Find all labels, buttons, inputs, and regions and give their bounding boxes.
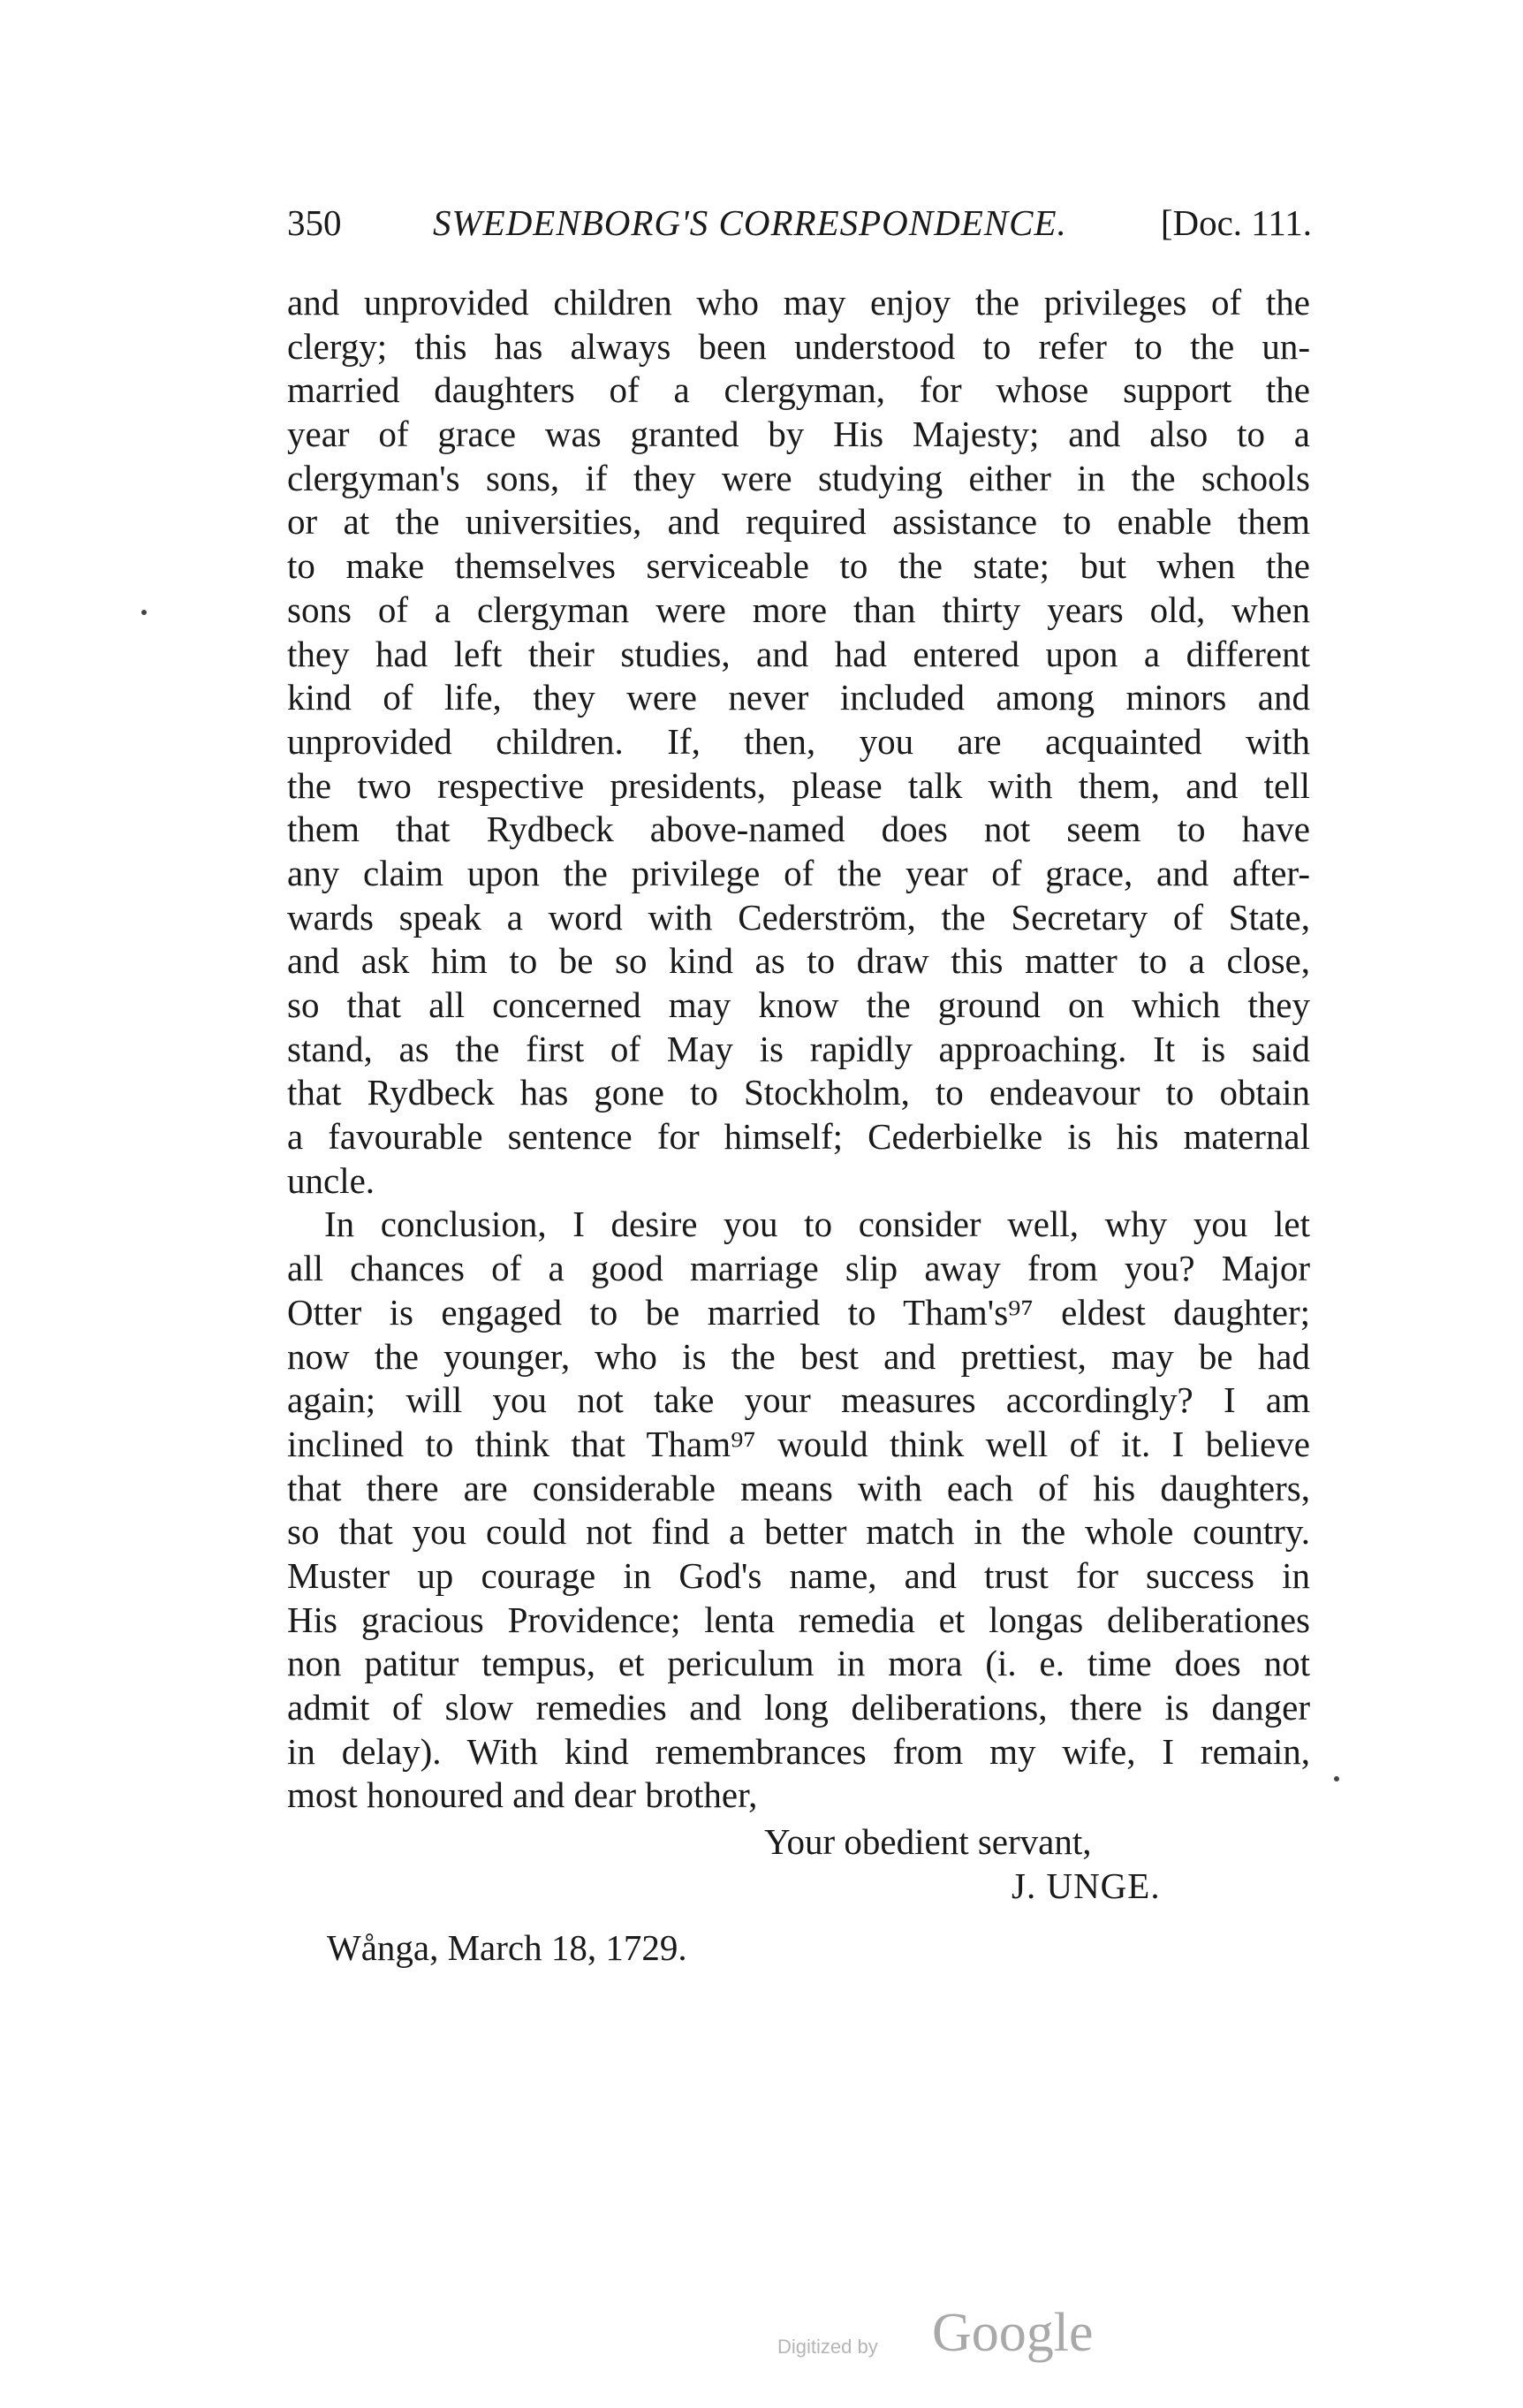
body-line: so that you could not find a better match in the whole country. — [287, 1511, 1310, 1553]
body-line: kind of life, they were never included among minors and — [287, 677, 1310, 718]
dateline: Wånga, March 18, 1729. — [327, 1927, 687, 1968]
body-line: that there are considerable means with each of his daughters, — [287, 1467, 1310, 1508]
body-line: stand, as the first of May is rapidly approaching. It is said — [287, 1028, 1310, 1069]
body-line: to make themselves serviceable to the state; but when the — [287, 545, 1310, 587]
body-line: clergy; this has always been understood to refer to the un- — [287, 325, 1310, 367]
digitization-watermark — [777, 2302, 1131, 2364]
body-line: admit of slow remedies and long deliberations, there is danger — [287, 1687, 1310, 1728]
body-line: that Rydbeck has gone to Stockholm, to endeavour to obtain — [287, 1072, 1310, 1113]
google-logo: Google — [932, 2303, 1094, 2363]
body-line: or at the universities, and required assistance to enable them — [287, 501, 1310, 543]
letter-body — [287, 281, 1310, 1818]
body-line: uncle. — [287, 1159, 375, 1201]
body-line: wards speak a word with Cederström, the Secretary of State, — [287, 896, 1310, 938]
body-line: Otter is engaged to be married to Tham's⁹⁷ eldest daughter; — [287, 1291, 1310, 1333]
body-line: a favourable sentence for himself; Cederbielke is his maternal — [287, 1116, 1310, 1158]
body-line: them that Rydbeck above-named does not seem to have — [287, 809, 1310, 850]
body-line: His gracious Providence; lenta remedia et longas deliberationes — [287, 1599, 1310, 1640]
body-line: and ask him to be so kind as to draw this matter to a close, — [287, 940, 1310, 982]
body-line: sons of a clergyman were more than thirty years old, when — [287, 589, 1310, 630]
body-line: they had left their studies, and had entered upon a different — [287, 633, 1310, 674]
page-number: 350 — [287, 202, 342, 243]
body-line: non patitur tempus, et periculum in mora (i. e. time does not — [287, 1643, 1310, 1684]
ink-speck — [1334, 1776, 1339, 1781]
body-line: married daughters of a clergyman, for whose support the — [287, 369, 1310, 411]
body-line: clergyman's sons, if they were studying either in the schools — [287, 457, 1310, 498]
body-line: all chances of a good marriage slip away from you? Major — [287, 1248, 1310, 1289]
page-header — [287, 201, 1312, 254]
body-line: any claim upon the privilege of the year of grace, and after- — [287, 852, 1310, 893]
watermark-prefix: Digitized by — [777, 2336, 878, 2358]
body-line: now the younger, who is the best and prettiest, may be had — [287, 1335, 1310, 1377]
body-line: so that all concerned may know the ground on which they — [287, 984, 1310, 1025]
body-line: unprovided children. If, then, you are acquainted with — [287, 720, 1310, 762]
ink-speck — [141, 610, 147, 615]
valediction: Your obedient servant, — [764, 1821, 1092, 1862]
running-title: SWEDENBORG'S CORRESPONDENCE. — [433, 202, 1067, 243]
body-line: In conclusion, I desire you to consider well, why you let — [324, 1204, 1310, 1245]
body-line: Muster up courage in God's name, and trust for success in — [287, 1554, 1310, 1596]
body-line: the two respective presidents, please talk with them, and tell — [287, 764, 1310, 806]
body-line: in delay). With kind remembrances from my wife, I remain, — [287, 1730, 1310, 1772]
body-line: year of grace was granted by His Majesty; and also to a — [287, 414, 1310, 455]
document-reference: [Doc. 111. — [1160, 202, 1312, 243]
signature: J. UNGE. — [1012, 1865, 1161, 1906]
body-line: most honoured and dear brother, — [287, 1774, 758, 1816]
body-line: again; will you not take your measures accordingly? I am — [287, 1379, 1310, 1421]
body-line: inclined to think that Tham⁹⁷ would think well of it. I believe — [287, 1423, 1310, 1464]
body-line: and unprovided children who may enjoy the privileges of the — [287, 282, 1310, 323]
